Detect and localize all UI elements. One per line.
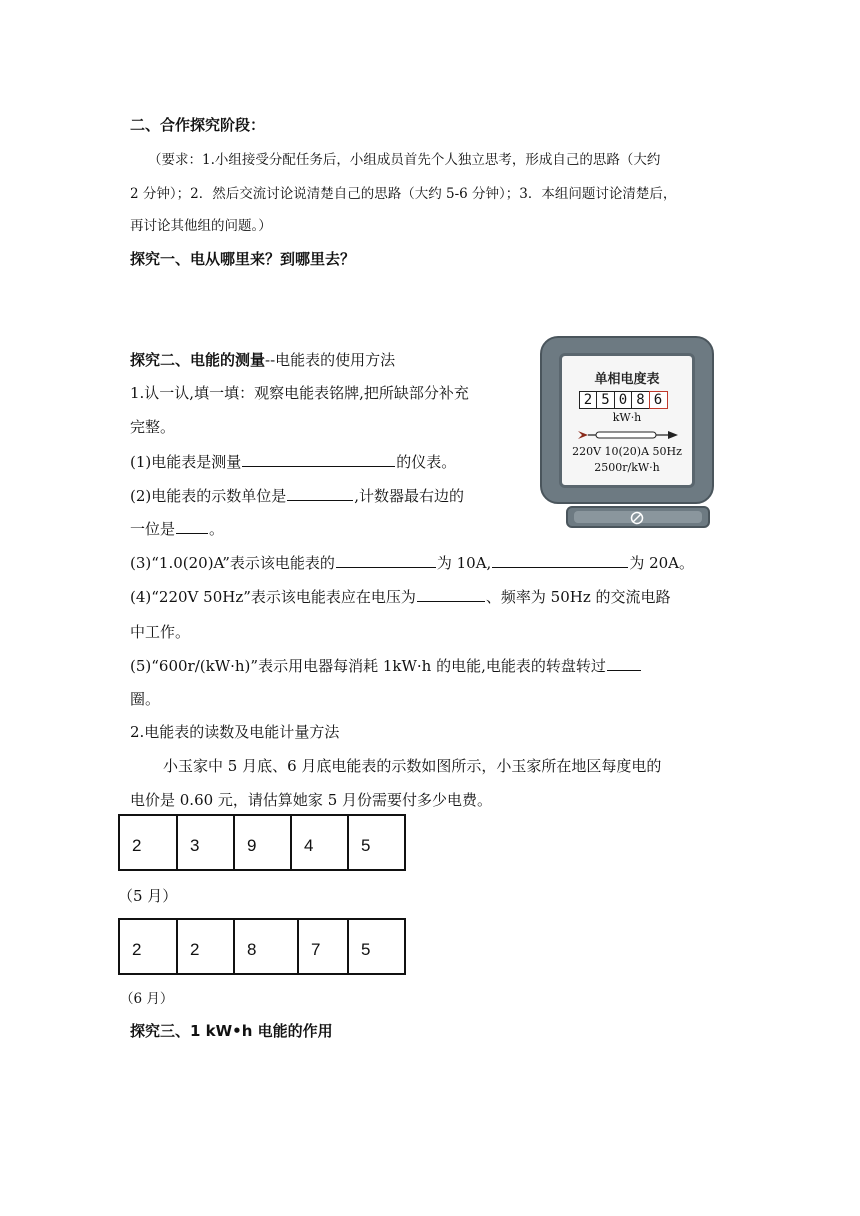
june-reading-boxes xyxy=(118,918,406,975)
item1-text-b: 的仪表。 xyxy=(396,453,457,471)
item4 xyxy=(130,586,671,607)
item4-blank[interactable] xyxy=(417,587,485,602)
section-heading: 二、合作探究阶段： xyxy=(130,116,266,134)
explore1-heading: 探究一、电从哪里来？到哪里去？ xyxy=(130,250,356,268)
meter-face xyxy=(559,353,695,488)
may-digit: 3 xyxy=(176,814,235,871)
item2 xyxy=(130,485,464,506)
item3-text-a: (3)“1.0(20)A”表示该电能表的 xyxy=(130,554,335,572)
june-digit: 2 xyxy=(118,918,178,975)
item1 xyxy=(130,451,456,472)
no-symbol-icon xyxy=(629,510,645,526)
question2-line-2: 电价是 0.60 元，请估算她家 5 月份需要付多少电费。 xyxy=(130,791,493,809)
requirement-line-3: 再讨论其他组的问题。） xyxy=(130,218,272,234)
june-digit: 7 xyxy=(297,918,349,975)
explore2-heading-rest: --电能表的使用方法 xyxy=(265,351,396,369)
item5-cont: 圈。 xyxy=(130,690,161,708)
item1-blank[interactable] xyxy=(242,452,395,467)
may-digit: 5 xyxy=(347,814,406,871)
may-digit: 9 xyxy=(233,814,292,871)
explore3-heading: 探究三、1 kW•h 电能的作用 xyxy=(130,1022,333,1040)
item3-blank-1[interactable] xyxy=(336,553,436,568)
item3-text-b: 为 10A, xyxy=(436,554,492,572)
meter-body xyxy=(540,336,714,504)
meter-unit: kW·h xyxy=(612,411,642,424)
meter-digit: 8 xyxy=(631,391,650,409)
meter-spec-constant: 2500r/kW·h xyxy=(594,461,660,474)
meter-digit: 2 xyxy=(579,391,598,409)
item1-text-a: (1)电能表是测量 xyxy=(130,453,242,471)
item3 xyxy=(130,552,694,573)
requirement-line-1: （要求：1.小组接受分配任务后，小组成员首先个人独立思考，形成自己的思路（大约 xyxy=(148,152,661,168)
question2-heading: 2.电能表的读数及电能计量方法 xyxy=(130,723,340,741)
item4-text-b: 、频率为 50Hz 的交流电路 xyxy=(485,588,671,606)
june-digit: 2 xyxy=(176,918,235,975)
item5 xyxy=(130,655,642,676)
question1-line-2: 完整。 xyxy=(130,418,176,436)
item5-blank[interactable] xyxy=(607,656,641,671)
item2-text-a: (2)电能表的示数单位是 xyxy=(130,487,287,505)
item3-blank-2[interactable] xyxy=(492,553,628,568)
june-label: （6 月） xyxy=(120,991,174,1007)
explore2-heading-bold: 探究二、电能的测量 xyxy=(130,351,266,369)
meter-digit: 5 xyxy=(596,391,615,409)
item2-text-d: 。 xyxy=(209,520,225,538)
item4-cont: 中工作。 xyxy=(130,623,191,641)
item2-blank-2[interactable] xyxy=(176,519,208,534)
item2-cont xyxy=(130,518,224,539)
item4-text-a: (4)“220V 50Hz”表示该电能表应在电压为 xyxy=(130,588,416,606)
item3-text-c: 为 20A。 xyxy=(629,554,695,572)
may-digit: 2 xyxy=(118,814,178,871)
question2-line-1: 小玉家中 5 月底、6 月底电能表的示数如图所示，小玉家所在地区每度电的 xyxy=(163,757,662,775)
may-digit: 4 xyxy=(290,814,349,871)
meter-spec-rating: 220V 10(20)A 50Hz xyxy=(572,445,682,458)
meter-register xyxy=(580,391,668,409)
meter-title: 单相电度表 xyxy=(594,372,660,387)
requirement-line-2: 2 分钟）；2．然后交流讨论说清楚自己的思路（大约 5-6 分钟）；3．本组问题讨论清楚后， xyxy=(130,186,677,202)
june-digit: 8 xyxy=(233,918,299,975)
meter-digit: 0 xyxy=(614,391,633,409)
item2-blank-1[interactable] xyxy=(287,486,353,501)
may-reading-boxes xyxy=(118,814,406,871)
question1-line-1: 1.认一认,填一填：观察电能表铭牌,把所缺部分补充 xyxy=(130,384,469,402)
june-digit: 5 xyxy=(347,918,406,975)
meter-base xyxy=(566,506,710,528)
electricity-meter-illustration xyxy=(540,336,714,532)
arrow-icon xyxy=(576,428,680,442)
explore2-heading xyxy=(130,349,395,370)
may-label: （5 月） xyxy=(118,887,178,905)
item2-text-c: 一位是 xyxy=(130,520,176,538)
meter-digit-last: 6 xyxy=(649,391,668,409)
item2-text-b: ,计数器最右边的 xyxy=(354,487,465,505)
item5-text-a: (5)“600r/(kW·h)”表示用电器每消耗 1kW·h 的电能,电能表的转盘转过 xyxy=(130,657,606,675)
